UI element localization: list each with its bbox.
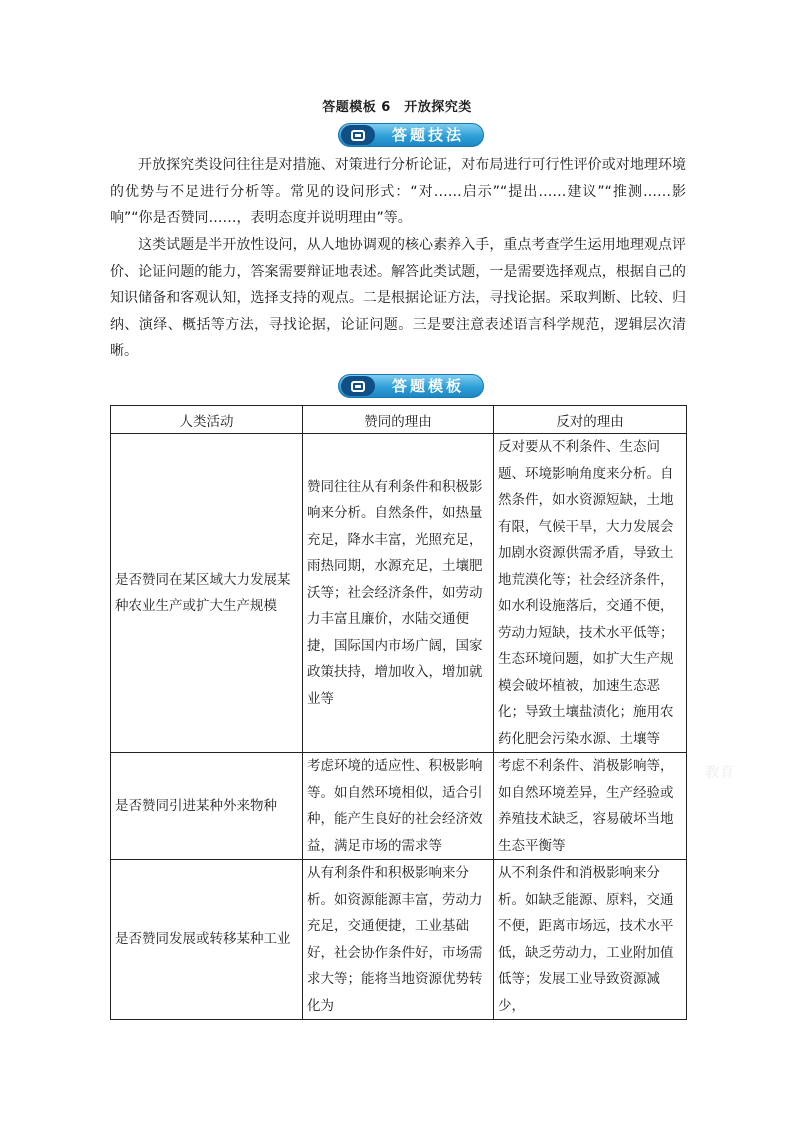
banner-label: 答题技法: [391, 126, 464, 144]
table-header-row: [111, 406, 687, 434]
header-agree: 赞同的理由: [303, 406, 494, 434]
activity-cell: 是否赞同引进某种外来物种: [111, 753, 303, 860]
section-banner-template: [338, 374, 484, 398]
watermark: 教育: [705, 765, 735, 781]
table-row: [111, 753, 687, 860]
page-title: 答题模板 6 开放探究类: [322, 100, 472, 115]
agree-cell: 从有利条件和积极影响来分析。如资源能源丰富，劳动力充足，交通便捷，工业基础好，社会协作条件好，市场需求大等；能将当地资源优势转化为: [303, 860, 494, 1020]
activity-cell: 是否赞同发展或转移某种工业: [111, 860, 303, 1020]
book-icon: [341, 125, 375, 145]
oppose-cell: 考虑不利条件、消极影响等，如自然环境差异，生产经验或养殖技术缺乏，容易破坏当地生态平衡等: [494, 753, 687, 860]
paragraph-method: 这类试题是半开放性设问，从人地协调观的核心素养入手，重点考查学生运用地理观点评价、论证问题的能力，答案需要辩证地表述。解答此类试题，一是需要选择观点，根据自己的知识储备和客观认知，选择支持的观点。二是根据论证方法，寻找论据。采取判断、比较、归纳、演绎、概括等方法，寻找论据，论证问题。三是要注意表述语言科学规范，逻辑层次清晰。: [110, 237, 686, 359]
agree-cell: 考虑环境的适应性、积极影响等。如自然环境相似，适合引种，能产生良好的社会经济效益，满足市场的需求等: [303, 753, 494, 860]
oppose-cell: 从不利条件和消极影响来分析。如缺乏能源、原料，交通不便，距离市场远，技术水平低，缺乏劳动力，工业附加值低等；发展工业导致资源减少，: [494, 860, 687, 1020]
book-icon: [341, 376, 375, 396]
agree-cell: 赞同往往从有利条件和积极影响来分析。自然条件，如热量充足，降水丰富，光照充足，雨热同期，水源充足，土壤肥沃等；社会经济条件，如劳动力丰富且廉价，水陆交通便捷，国际国内市场广阔，国家政策扶持，增加收入，增加就业等: [303, 434, 494, 753]
oppose-cell: 反对要从不利条件、生态问题、环境影响角度来分析。自然条件，如水资源短缺，土地有限，气候干旱，大力发展会加剧水资源供需矛盾，导致土地荒漠化等；社会经济条件，如水利设施落后，交通不便，劳动力短缺，技术水平低等；生态环境问题，如扩大生产规模会破坏植被，加速生态恶化；导致土壤盐渍化；施用农药化肥会污染水源、土壤等: [494, 434, 687, 753]
section-banner-skills: [338, 123, 484, 147]
activity-cell: 是否赞同在某区域大力发展某种农业生产或扩大生产规模: [111, 434, 303, 753]
header-oppose: 反对的理由: [494, 406, 687, 434]
paragraph-intro: 开放探究类设问往往是对措施、对策进行分析论证，对布局进行可行性评价或对地理环境的优势与不足进行分析等。常见的设问形式：“对……启示”“提出……建议”“推测……影响”“你是否赞同……，表明态度并说明理由”等。: [110, 157, 686, 226]
answer-template-table: [110, 405, 687, 1020]
table-row: [111, 860, 687, 1020]
banner-label: 答题模板: [391, 377, 464, 395]
table-row: [111, 434, 687, 753]
header-activity: 人类活动: [111, 406, 303, 434]
